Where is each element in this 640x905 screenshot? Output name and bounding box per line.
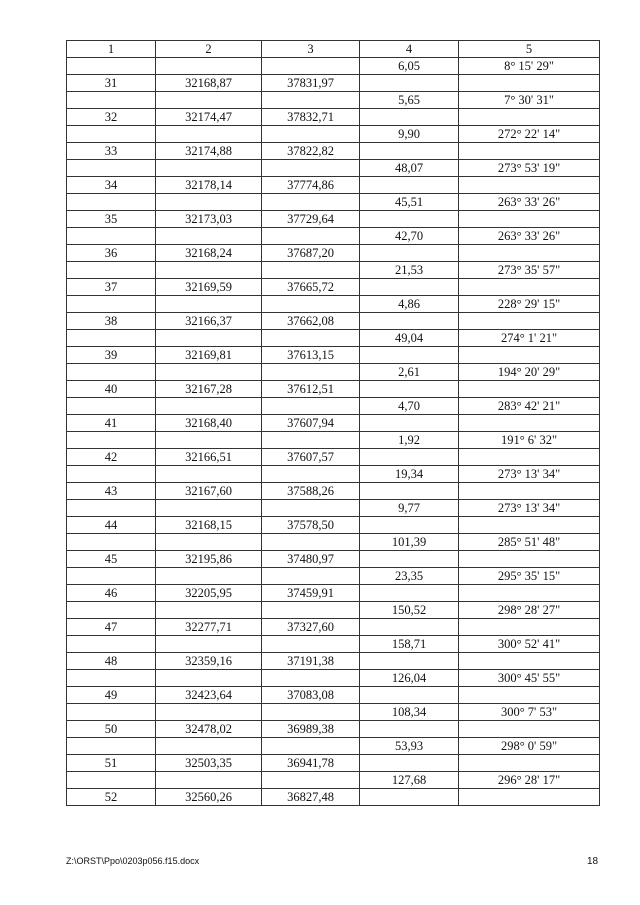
table-cell-col2: [156, 534, 262, 551]
table-cell-col3: [262, 500, 360, 517]
table-cell-col2: [156, 160, 262, 177]
table-row: [67, 670, 600, 687]
table-cell-col2: [156, 636, 262, 653]
table-cell-col2: 32168,24: [156, 245, 262, 262]
table-cell-col4: [360, 245, 459, 262]
table-cell-col4: [360, 211, 459, 228]
table-cell-col4: 4,70: [360, 398, 459, 415]
table-cell-col5: 296° 28' 17": [459, 772, 600, 789]
table-cell-col3: 37687,20: [262, 245, 360, 262]
table-cell-col4: [360, 517, 459, 534]
table-cell-col1: 39: [67, 347, 156, 364]
table-cell-col4: 45,51: [360, 194, 459, 211]
table-cell-col3: [262, 194, 360, 211]
table-cell-col3: [262, 738, 360, 755]
table-row: [67, 228, 600, 245]
table-cell-col1: [67, 228, 156, 245]
table-cell-col5: 273° 13' 34": [459, 466, 600, 483]
table-row: [67, 381, 600, 398]
table-cell-col4: [360, 619, 459, 636]
table-cell-col4: [360, 279, 459, 296]
table-cell-col5: 298° 0' 59": [459, 738, 600, 755]
table-row: [67, 568, 600, 585]
table-cell-col4: 101,39: [360, 534, 459, 551]
table-cell-col5: [459, 653, 600, 670]
table-cell-col5: 283° 42' 21": [459, 398, 600, 415]
table-row: [67, 738, 600, 755]
table-cell-col2: [156, 228, 262, 245]
table-cell-col1: 49: [67, 687, 156, 704]
table-cell-col5: 300° 52' 41": [459, 636, 600, 653]
table-cell-col5: [459, 619, 600, 636]
table-row: [67, 415, 600, 432]
table-cell-col2: 32169,59: [156, 279, 262, 296]
table-cell-col1: [67, 330, 156, 347]
table-cell-col2: [156, 194, 262, 211]
table-cell-col5: [459, 347, 600, 364]
table-row: [67, 177, 600, 194]
table-cell-col2: 32166,51: [156, 449, 262, 466]
table-cell-col2: [156, 432, 262, 449]
table-cell-col4: [360, 551, 459, 568]
table-cell-col4: [360, 347, 459, 364]
table-cell-col1: 31: [67, 75, 156, 92]
table-cell-col2: 32359,16: [156, 653, 262, 670]
table-cell-col3: 37083,08: [262, 687, 360, 704]
table-cell-col1: 42: [67, 449, 156, 466]
table-row: [67, 466, 600, 483]
table-cell-col5: [459, 109, 600, 126]
table-cell-col2: 32168,40: [156, 415, 262, 432]
table-cell-col5: [459, 721, 600, 738]
table-cell-col3: [262, 466, 360, 483]
table-cell-col2: [156, 568, 262, 585]
table-cell-col1: 41: [67, 415, 156, 432]
table-cell-col5: 272° 22' 14": [459, 126, 600, 143]
table-cell-col4: 48,07: [360, 160, 459, 177]
header-cell-1: 1: [67, 41, 156, 58]
table-cell-col3: [262, 772, 360, 789]
table-cell-col4: 19,34: [360, 466, 459, 483]
table-cell-col5: [459, 177, 600, 194]
table-cell-col2: 32478,02: [156, 721, 262, 738]
table-cell-col2: 32169,81: [156, 347, 262, 364]
table-cell-col5: 295° 35' 15": [459, 568, 600, 585]
table-row: [67, 330, 600, 347]
table-row: [67, 585, 600, 602]
table-cell-col5: 263° 33' 26": [459, 194, 600, 211]
table-cell-col4: [360, 653, 459, 670]
table-cell-col3: 37459,91: [262, 585, 360, 602]
table-cell-col1: [67, 262, 156, 279]
table-cell-col5: [459, 755, 600, 772]
table-cell-col4: [360, 721, 459, 738]
table-cell-col1: 32: [67, 109, 156, 126]
table-cell-col1: [67, 500, 156, 517]
table-cell-col2: 32560,26: [156, 789, 262, 806]
table-cell-col2: 32166,37: [156, 313, 262, 330]
table-cell-col2: 32503,35: [156, 755, 262, 772]
table-cell-col4: 150,52: [360, 602, 459, 619]
table-cell-col4: 9,90: [360, 126, 459, 143]
table-row: [67, 619, 600, 636]
table-row: [67, 449, 600, 466]
table-cell-col3: [262, 636, 360, 653]
table-cell-col4: 6,05: [360, 58, 459, 75]
table-cell-col2: [156, 126, 262, 143]
table-cell-col4: 1,92: [360, 432, 459, 449]
table-cell-col3: 37327,60: [262, 619, 360, 636]
table-cell-col4: 127,68: [360, 772, 459, 789]
table-cell-col1: 35: [67, 211, 156, 228]
table-cell-col3: 37822,82: [262, 143, 360, 160]
table-cell-col4: 126,04: [360, 670, 459, 687]
table-cell-col2: 32178,14: [156, 177, 262, 194]
table-row: [67, 602, 600, 619]
table-cell-col2: [156, 738, 262, 755]
table-cell-col3: [262, 364, 360, 381]
table-cell-col1: [67, 398, 156, 415]
table-cell-col4: [360, 381, 459, 398]
table-row: [67, 704, 600, 721]
table-cell-col1: [67, 738, 156, 755]
table-cell-col1: [67, 126, 156, 143]
table-cell-col3: 37612,51: [262, 381, 360, 398]
table-cell-col1: 37: [67, 279, 156, 296]
table-row: [67, 194, 600, 211]
table-cell-col3: [262, 670, 360, 687]
table-row: [67, 653, 600, 670]
table-cell-col5: [459, 211, 600, 228]
table-cell-col1: [67, 432, 156, 449]
table-row: [67, 551, 600, 568]
table-cell-col5: 298° 28' 27": [459, 602, 600, 619]
table-cell-col2: [156, 670, 262, 687]
table-row: [67, 262, 600, 279]
table-cell-col3: [262, 92, 360, 109]
header-cell-2: 2: [156, 41, 262, 58]
table-cell-col5: 273° 35' 57": [459, 262, 600, 279]
table-cell-col2: 32423,64: [156, 687, 262, 704]
table-cell-col4: 5,65: [360, 92, 459, 109]
table-cell-col2: [156, 296, 262, 313]
header-cell-4: 4: [360, 41, 459, 58]
table-cell-col3: 37588,26: [262, 483, 360, 500]
table-cell-col2: 32167,60: [156, 483, 262, 500]
table-row: [67, 500, 600, 517]
table-cell-col5: 7° 30' 31": [459, 92, 600, 109]
table-cell-col5: [459, 279, 600, 296]
table-cell-col1: 40: [67, 381, 156, 398]
table-cell-col5: [459, 143, 600, 160]
table-cell-col1: 47: [67, 619, 156, 636]
table-row: [67, 364, 600, 381]
table-cell-col4: 21,53: [360, 262, 459, 279]
table-cell-col1: [67, 466, 156, 483]
table-row: [67, 313, 600, 330]
table-cell-col4: [360, 585, 459, 602]
table-cell-col1: [67, 296, 156, 313]
table-cell-col1: [67, 704, 156, 721]
table-cell-col5: [459, 75, 600, 92]
table-cell-col5: [459, 449, 600, 466]
table-row: [67, 58, 600, 75]
table-cell-col3: 37832,71: [262, 109, 360, 126]
table-row: [67, 143, 600, 160]
table-cell-col5: [459, 687, 600, 704]
table-row: [67, 772, 600, 789]
table-cell-col4: [360, 109, 459, 126]
table-cell-col5: 191° 6' 32": [459, 432, 600, 449]
table-cell-col4: [360, 75, 459, 92]
header-cell-3: 3: [262, 41, 360, 58]
table-cell-col2: [156, 772, 262, 789]
table-cell-col4: 42,70: [360, 228, 459, 245]
table-cell-col3: 36827,48: [262, 789, 360, 806]
table-cell-col1: [67, 160, 156, 177]
table-header-row: [67, 41, 600, 58]
table-cell-col5: [459, 517, 600, 534]
table-cell-col1: 52: [67, 789, 156, 806]
table-cell-col3: 36941,78: [262, 755, 360, 772]
table-cell-col3: 37607,94: [262, 415, 360, 432]
table-cell-col1: 38: [67, 313, 156, 330]
table-cell-col4: [360, 177, 459, 194]
table-row: [67, 534, 600, 551]
table-row: [67, 92, 600, 109]
table-cell-col3: 37191,38: [262, 653, 360, 670]
table-cell-col4: 4,86: [360, 296, 459, 313]
table-cell-col1: 34: [67, 177, 156, 194]
table-cell-col3: [262, 602, 360, 619]
table-cell-col3: 37665,72: [262, 279, 360, 296]
table-cell-col5: 300° 45' 55": [459, 670, 600, 687]
table-cell-col3: [262, 58, 360, 75]
table-cell-col1: 43: [67, 483, 156, 500]
table-row: [67, 721, 600, 738]
table-row: [67, 398, 600, 415]
table-row: [67, 160, 600, 177]
table-cell-col2: 32205,95: [156, 585, 262, 602]
table-cell-col1: 45: [67, 551, 156, 568]
table-cell-col2: 32173,03: [156, 211, 262, 228]
table-cell-col5: 285° 51' 48": [459, 534, 600, 551]
table-cell-col5: [459, 789, 600, 806]
table-row: [67, 347, 600, 364]
table-cell-col1: [67, 534, 156, 551]
table-cell-col2: [156, 92, 262, 109]
table-row: [67, 279, 600, 296]
table-cell-col4: 2,61: [360, 364, 459, 381]
table-cell-col1: 48: [67, 653, 156, 670]
table-row: [67, 126, 600, 143]
table-cell-col3: 37480,97: [262, 551, 360, 568]
table-cell-col5: 300° 7' 53": [459, 704, 600, 721]
table-cell-col5: [459, 381, 600, 398]
table-cell-col3: [262, 262, 360, 279]
table-cell-col5: 273° 53' 19": [459, 160, 600, 177]
table-cell-col3: 36989,38: [262, 721, 360, 738]
table-cell-col1: 46: [67, 585, 156, 602]
table-cell-col1: 33: [67, 143, 156, 160]
table-cell-col5: 228° 29' 15": [459, 296, 600, 313]
table-cell-col5: [459, 415, 600, 432]
table-cell-col4: [360, 687, 459, 704]
table-cell-col4: [360, 755, 459, 772]
table-row: [67, 517, 600, 534]
table-body: [67, 41, 600, 806]
table-row: [67, 789, 600, 806]
table-cell-col4: [360, 313, 459, 330]
table-cell-col2: 32168,15: [156, 517, 262, 534]
table-cell-col4: 158,71: [360, 636, 459, 653]
table-cell-col2: [156, 500, 262, 517]
page-number: 18: [587, 856, 599, 867]
table-cell-col2: 32277,71: [156, 619, 262, 636]
table-cell-col5: [459, 551, 600, 568]
table-cell-col2: 32174,47: [156, 109, 262, 126]
table-cell-col1: 36: [67, 245, 156, 262]
table-cell-col2: 32174,88: [156, 143, 262, 160]
table-row: [67, 296, 600, 313]
table-cell-col3: [262, 126, 360, 143]
table-cell-col5: [459, 585, 600, 602]
table-cell-col3: 37662,08: [262, 313, 360, 330]
table-cell-col1: 51: [67, 755, 156, 772]
table-cell-col3: 37729,64: [262, 211, 360, 228]
table-cell-col3: [262, 534, 360, 551]
table-cell-col5: 263° 33' 26": [459, 228, 600, 245]
table-cell-col2: 32168,87: [156, 75, 262, 92]
table-cell-col3: 37831,97: [262, 75, 360, 92]
coordinates-table: [66, 40, 600, 806]
table-cell-col2: 32167,28: [156, 381, 262, 398]
table-cell-col3: [262, 432, 360, 449]
table-cell-col4: [360, 789, 459, 806]
table-cell-col3: 37578,50: [262, 517, 360, 534]
table-row: [67, 211, 600, 228]
table-cell-col1: [67, 194, 156, 211]
table-cell-col4: [360, 143, 459, 160]
table-cell-col2: [156, 58, 262, 75]
table-row: [67, 75, 600, 92]
header-cell-5: 5: [459, 41, 600, 58]
table-row: [67, 432, 600, 449]
table-cell-col2: [156, 466, 262, 483]
table-cell-col1: [67, 602, 156, 619]
table-cell-col1: [67, 670, 156, 687]
table-cell-col2: [156, 330, 262, 347]
table-cell-col3: [262, 398, 360, 415]
table-cell-col2: [156, 602, 262, 619]
table-cell-col5: [459, 313, 600, 330]
table-cell-col1: [67, 92, 156, 109]
table-cell-col1: 44: [67, 517, 156, 534]
table-cell-col4: 49,04: [360, 330, 459, 347]
table-cell-col3: [262, 296, 360, 313]
table-cell-col1: [67, 636, 156, 653]
table-cell-col1: [67, 58, 156, 75]
table-row: [67, 755, 600, 772]
table-cell-col4: [360, 449, 459, 466]
table-cell-col2: [156, 364, 262, 381]
table-cell-col2: [156, 398, 262, 415]
table-row: [67, 636, 600, 653]
table-cell-col3: [262, 330, 360, 347]
table-cell-col4: 108,34: [360, 704, 459, 721]
table-cell-col1: 50: [67, 721, 156, 738]
table-cell-col2: [156, 704, 262, 721]
document-path: Z:\ORST\Ppo\0203p056.f15.docx: [66, 856, 200, 866]
table-cell-col3: [262, 160, 360, 177]
table-cell-col1: [67, 772, 156, 789]
table-cell-col2: [156, 262, 262, 279]
table-cell-col3: [262, 568, 360, 585]
table-cell-col3: 37607,57: [262, 449, 360, 466]
table-cell-col5: 273° 13' 34": [459, 500, 600, 517]
table-row: [67, 687, 600, 704]
table-cell-col5: [459, 483, 600, 500]
table-cell-col5: 194° 20' 29": [459, 364, 600, 381]
table-cell-col3: [262, 228, 360, 245]
table-cell-col5: [459, 245, 600, 262]
table-cell-col1: [67, 568, 156, 585]
table-cell-col3: 37613,15: [262, 347, 360, 364]
table-row: [67, 483, 600, 500]
table-cell-col4: [360, 415, 459, 432]
table-cell-col4: 9,77: [360, 500, 459, 517]
table-cell-col2: 32195,86: [156, 551, 262, 568]
table-cell-col4: 53,93: [360, 738, 459, 755]
table-cell-col4: 23,35: [360, 568, 459, 585]
table-cell-col3: [262, 704, 360, 721]
table-cell-col4: [360, 483, 459, 500]
table-cell-col3: 37774,86: [262, 177, 360, 194]
table-cell-col5: 8° 15' 29": [459, 58, 600, 75]
table-cell-col1: [67, 364, 156, 381]
table-cell-col5: 274° 1' 21": [459, 330, 600, 347]
table-row: [67, 109, 600, 126]
table-row: [67, 245, 600, 262]
